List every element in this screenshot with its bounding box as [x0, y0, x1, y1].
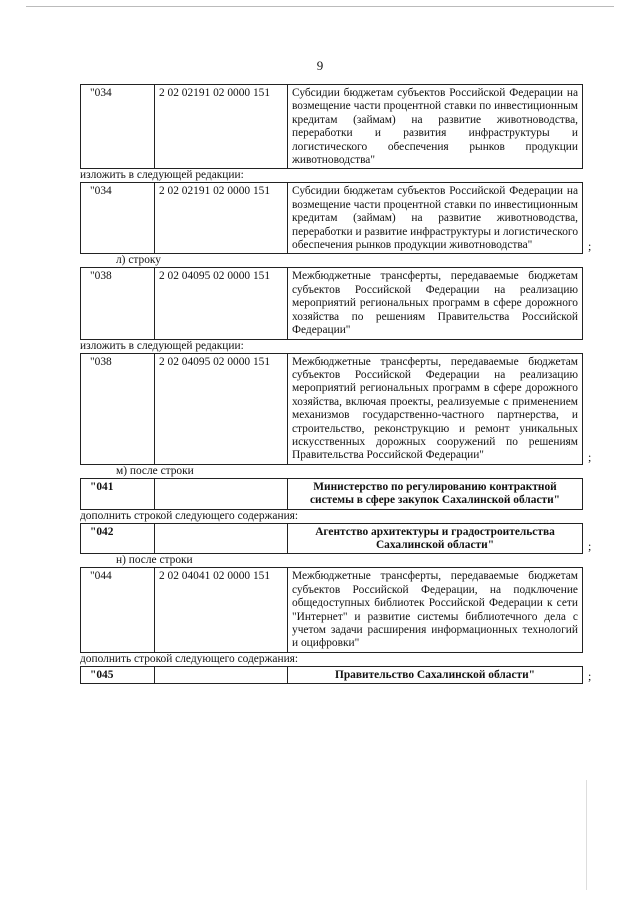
table-row [80, 182, 610, 254]
budget-code-cell: 2 02 02191 02 0000 151 [155, 85, 288, 169]
admin-code-cell: "034 [81, 85, 155, 169]
table-row [80, 523, 610, 555]
description-cell: Правительство Сахалинской области" [288, 666, 583, 683]
budget-code-cell [155, 666, 288, 683]
admin-code-cell: "042 [81, 523, 155, 554]
admin-code-cell: "038 [81, 268, 155, 339]
budget-code-cell: 2 02 04095 02 0000 151 [155, 353, 288, 464]
instruction-label: дополнить строкой следующего содержания: [80, 652, 299, 665]
instruction-label: н) после строки [116, 554, 193, 567]
semicolon-mark: ; [588, 669, 592, 684]
budget-code-cell [155, 478, 288, 509]
semicolon-mark: ; [588, 239, 592, 254]
budget-code-cell: 2 02 04041 02 0000 151 [155, 568, 288, 652]
table-row [80, 478, 610, 510]
budget-code-cell [155, 523, 288, 554]
table-row [80, 567, 610, 652]
table-row [80, 666, 610, 684]
instruction-label: изложить в следующей редакции: [80, 339, 244, 352]
admin-code-cell: "038 [81, 353, 155, 464]
table-row [80, 267, 610, 339]
scan-edge-line [586, 780, 587, 890]
table-row [80, 353, 610, 465]
description-cell: Межбюджетные трансферты, передаваемые бюджетам субъектов Российской Федерации на реализацию мероприятий региональных программ в сфере дорожного хозяйства, включая проекты, реализуемые с применением механизмов государственно-частного партнерства, и строительство, реконструкцию и ремонт уникальных искусственных дорожных сооружений по решениям Правительства Российской Федерации" [288, 353, 583, 464]
admin-code-cell: "044 [81, 568, 155, 652]
admin-code-cell: "045 [81, 666, 155, 683]
admin-code-cell: "041 [81, 478, 155, 509]
description-cell: Субсидии бюджетам субъектов Российской Федерации на возмещение части процентной ставки по инвестиционным кредитам (займам) на развитие животноводства, переработки и развитие инфраструктуры и логистического обеспечения рынков продукции животноводства" [288, 183, 583, 254]
budget-code-cell: 2 02 04095 02 0000 151 [155, 268, 288, 339]
instruction-label: изложить в следующей редакции: [80, 169, 244, 182]
top-border-line [26, 6, 614, 7]
table-row [80, 84, 610, 169]
description-cell: Субсидии бюджетам субъектов Российской Федерации на возмещение части процентной ставки по инвестиционным кредитам (займам) на развитие животноводства, переработки и развития инфраструктуры и логистического обеспечения рынков продукции животноводства" [288, 85, 583, 169]
page-number: 9 [316, 58, 324, 73]
instruction-label: м) после строки [116, 464, 194, 477]
description-cell: Межбюджетные трансферты, передаваемые бюджетам субъектов Российской Федерации, на подключение общедоступных библиотек Российской Федерации к сети "Интернет" и развитие системы библиотечного дела с учетом задачи расширения информационных технологий и оцифровки" [288, 568, 583, 652]
description-cell: Агентство архитектуры и градостроительства Сахалинской области" [288, 523, 583, 554]
description-cell: Министерство по регулированию контрактной системы в сфере закупок Сахалинской области" [288, 478, 583, 509]
instruction-label: л) строку [116, 254, 161, 267]
document-body [80, 84, 610, 684]
budget-code-cell: 2 02 02191 02 0000 151 [155, 183, 288, 254]
semicolon-mark: ; [588, 449, 592, 464]
instruction-label: дополнить строкой следующего содержания: [80, 509, 299, 522]
admin-code-cell: "034 [81, 183, 155, 254]
description-cell: Межбюджетные трансферты, передаваемые бюджетам субъектов Российской Федерации на реализацию мероприятий региональных программ в сфере дорожного хозяйства по решениям Правительства Российской Федерации" [288, 268, 583, 339]
semicolon-mark: ; [588, 539, 592, 554]
